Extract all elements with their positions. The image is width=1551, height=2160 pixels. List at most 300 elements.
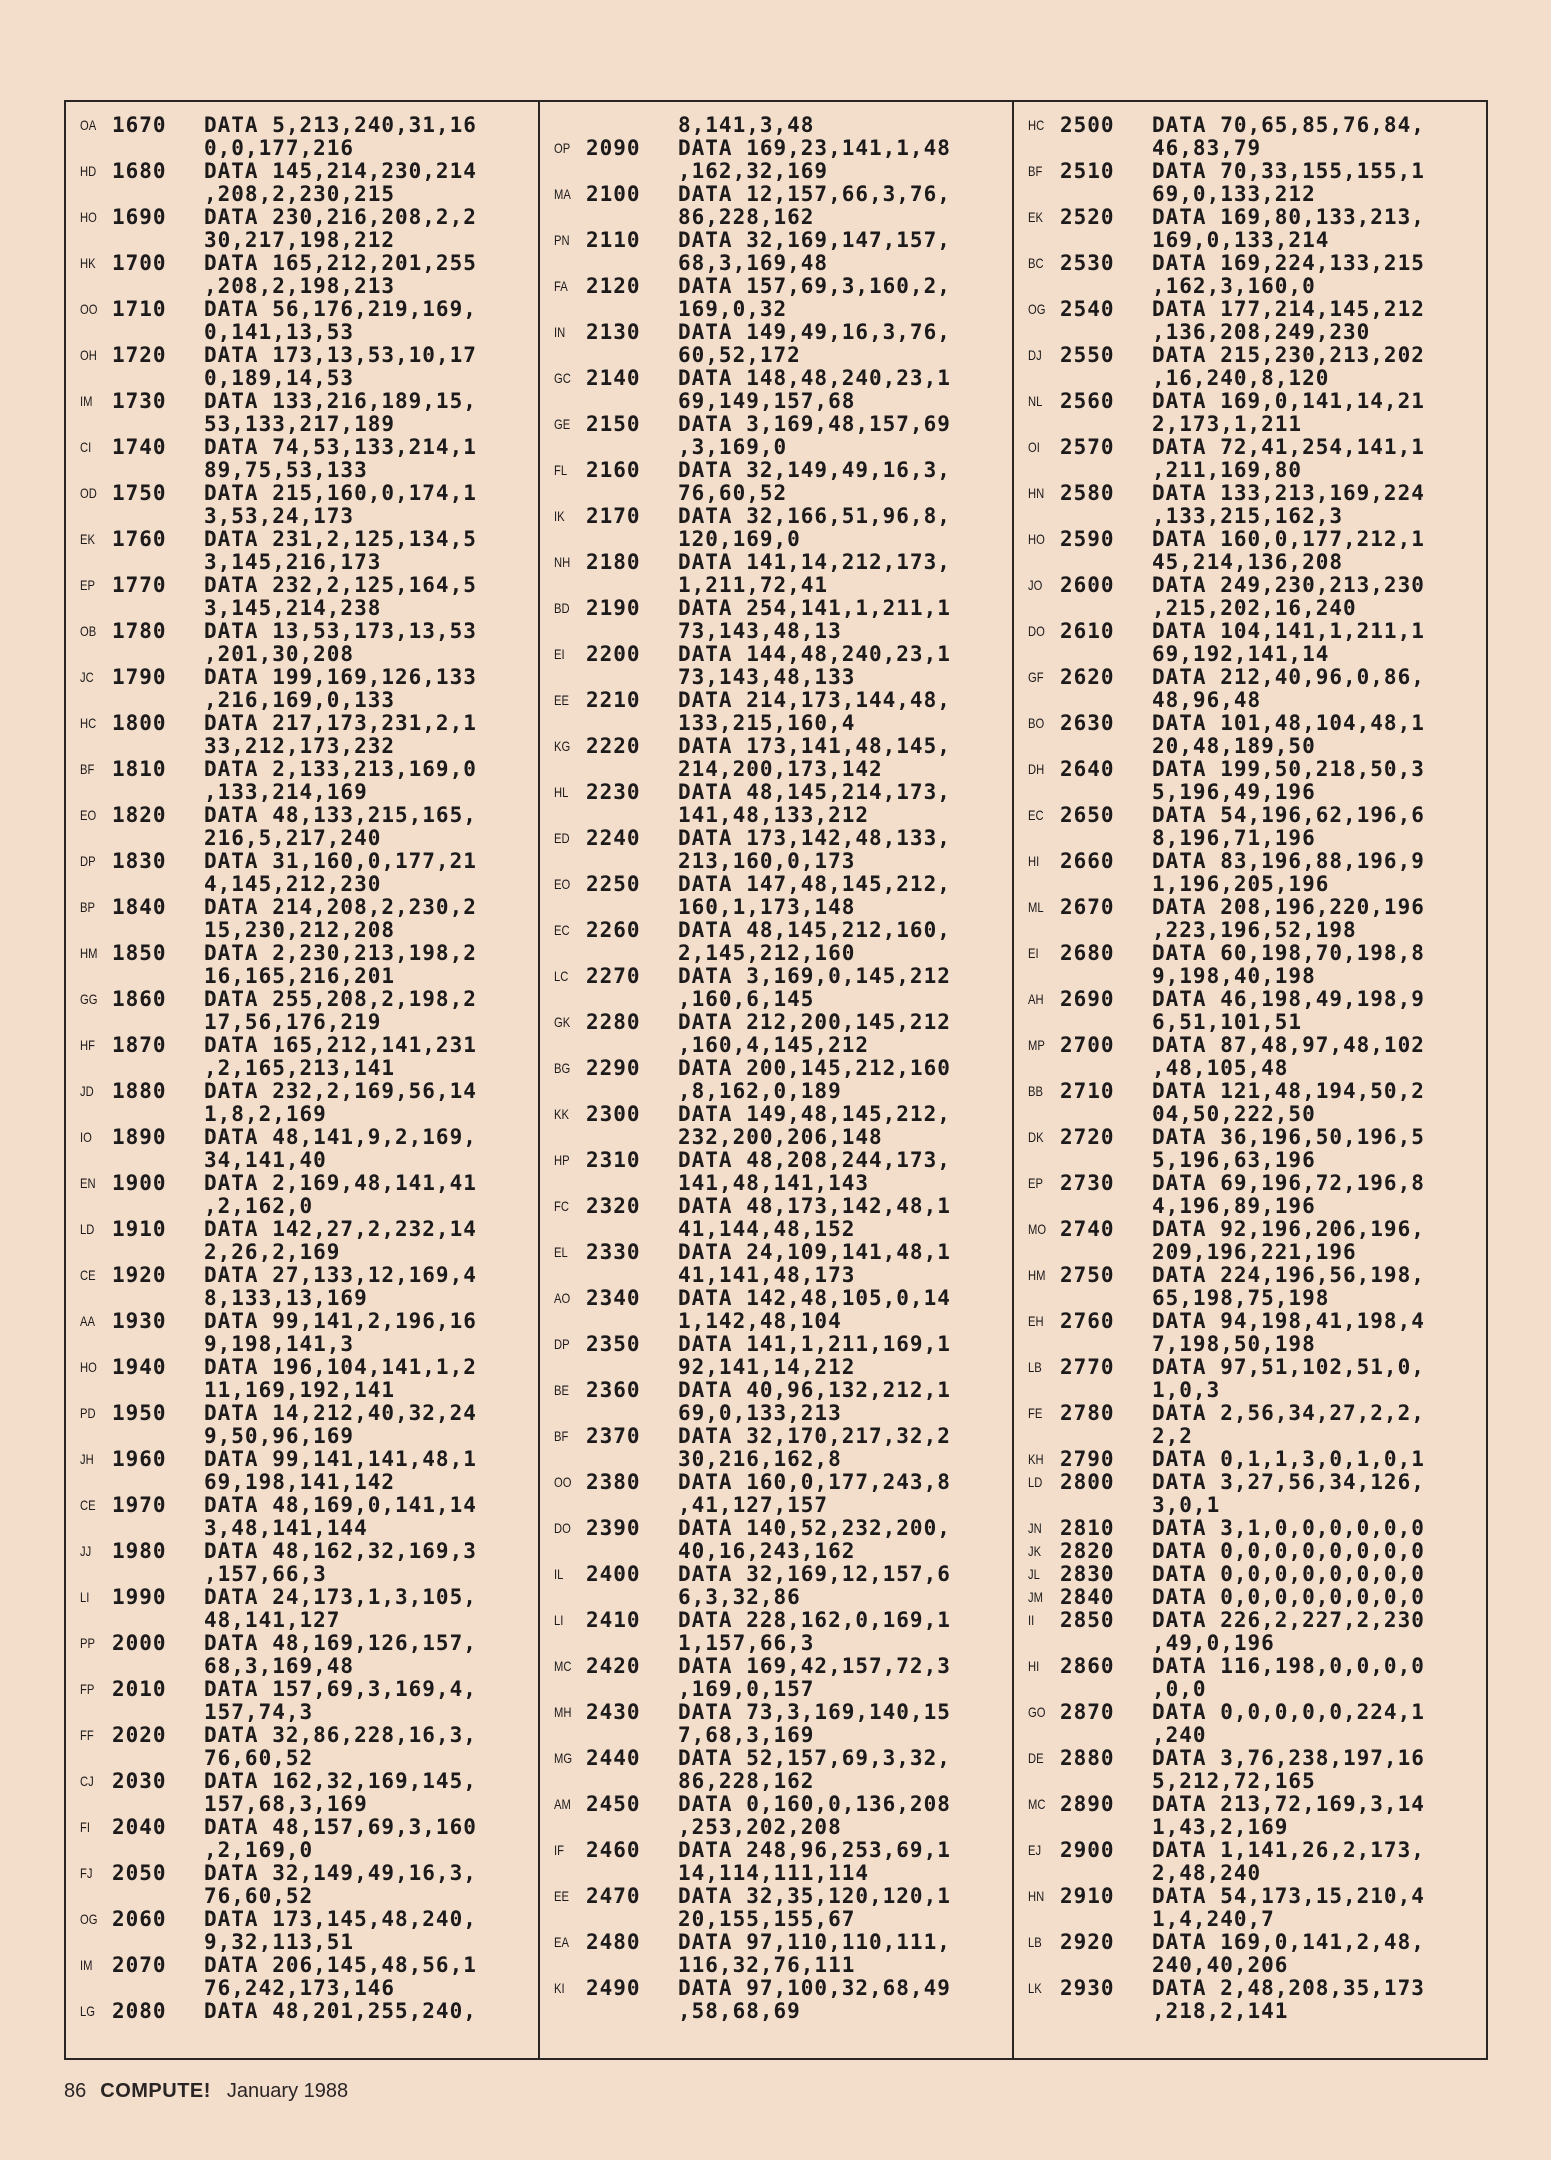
listing-line	[80, 1770, 530, 1816]
line-number: 2370	[586, 1424, 641, 1448]
data-statement: DATA 87,48,97,48,102 ,48,105,48	[1152, 1033, 1425, 1080]
line-number: 2220	[586, 734, 641, 758]
data-statement: DATA 32,149,49,16,3, 76,60,52	[678, 458, 951, 505]
checksum-code: HI	[1028, 1658, 1040, 1674]
checksum-code: EP	[1028, 1175, 1043, 1191]
data-statement: DATA 69,196,72,196,8 4,196,89,196	[1152, 1171, 1425, 1218]
checksum-code: LB	[1028, 1359, 1042, 1375]
line-number: 2140	[586, 366, 641, 390]
data-statement: DATA 149,49,16,3,76, 60,52,172	[678, 320, 951, 367]
checksum-code: LD	[1028, 1474, 1043, 1490]
listing-line	[80, 1586, 530, 1632]
data-statement: DATA 228,162,0,169,1 1,157,66,3	[678, 1608, 951, 1655]
checksum-code: MP	[1028, 1037, 1045, 1053]
line-number: 2250	[586, 872, 641, 896]
listing-line	[554, 965, 1004, 1011]
data-statement: DATA 226,2,227,2,230 ,49,0,196	[1152, 1608, 1425, 1655]
checksum-code: DE	[1028, 1750, 1044, 1766]
data-statement: DATA 232,2,125,164,5 3,145,214,238	[204, 573, 477, 620]
checksum-code: JC	[80, 669, 94, 685]
listing-line	[554, 1931, 1004, 1977]
checksum-code: OG	[1028, 301, 1046, 317]
data-statement: DATA 162,32,169,145, 157,68,3,169	[204, 1769, 477, 1816]
line-number: 2560	[1060, 389, 1115, 413]
line-number: 2470	[586, 1884, 641, 1908]
checksum-code: FL	[554, 462, 568, 478]
listing-line	[80, 1172, 530, 1218]
line-number: 2180	[586, 550, 641, 574]
line-number: 2300	[586, 1102, 641, 1126]
line-number: 2420	[586, 1654, 641, 1678]
listing-line	[80, 344, 530, 390]
listing-line	[554, 919, 1004, 965]
line-number: 2400	[586, 1562, 641, 1586]
line-number: 2830	[1060, 1562, 1115, 1586]
checksum-code: FJ	[80, 1865, 93, 1881]
data-statement: DATA 140,52,232,200, 40,16,243,162	[678, 1516, 951, 1563]
data-statement: DATA 48,201,255,240,	[204, 1999, 477, 2023]
data-statement: DATA 169,42,157,72,3 ,169,0,157	[678, 1654, 951, 1701]
checksum-code: JK	[1028, 1543, 1042, 1559]
checksum-code: IM	[80, 1957, 93, 1973]
data-statement: DATA 70,65,85,76,84, 46,83,79	[1152, 113, 1425, 160]
line-number: 2360	[586, 1378, 641, 1402]
checksum-code: FP	[80, 1681, 95, 1697]
line-number: 2740	[1060, 1217, 1115, 1241]
line-number: 2030	[112, 1769, 167, 1793]
line-number: 2800	[1060, 1470, 1115, 1494]
line-number: 2330	[586, 1240, 641, 1264]
data-statement: DATA 232,2,169,56,14 1,8,2,169	[204, 1079, 477, 1126]
listing-line	[1028, 1034, 1478, 1080]
data-statement: DATA 3,76,238,197,16 5,212,72,165	[1152, 1746, 1425, 1793]
line-number: 2590	[1060, 527, 1115, 551]
checksum-code: II	[1028, 1612, 1035, 1628]
data-statement: DATA 141,1,211,169,1 92,141,14,212	[678, 1332, 951, 1379]
data-statement: DATA 148,48,240,23,1 69,149,157,68	[678, 366, 951, 413]
data-statement: DATA 2,169,48,141,41 ,2,162,0	[204, 1171, 477, 1218]
listing-line	[80, 1448, 530, 1494]
line-number: 1900	[112, 1171, 167, 1195]
checksum-code: OI	[1028, 439, 1040, 455]
data-statement: DATA 248,96,253,69,1 14,114,111,114	[678, 1838, 951, 1885]
line-number: 2690	[1060, 987, 1115, 1011]
line-number: 2640	[1060, 757, 1115, 781]
listing-line	[80, 574, 530, 620]
listing-line	[1028, 1609, 1478, 1655]
listing-line	[1028, 896, 1478, 942]
data-statement: DATA 214,208,2,230,2 15,230,212,208	[204, 895, 477, 942]
listing-line	[1028, 1264, 1478, 1310]
data-statement: DATA 165,212,201,255 ,208,2,198,213	[204, 251, 477, 298]
listing-column-2	[538, 102, 1012, 2058]
line-number: 2390	[586, 1516, 641, 1540]
listing-line	[80, 1356, 530, 1402]
data-statement: DATA 217,173,231,2,1 33,212,173,232	[204, 711, 477, 758]
line-number: 2520	[1060, 205, 1115, 229]
listing-line	[554, 1471, 1004, 1517]
line-number: 2570	[1060, 435, 1115, 459]
checksum-code: IL	[554, 1566, 564, 1582]
data-statement: DATA 173,141,48,145, 214,200,173,142	[678, 734, 951, 781]
data-statement: DATA 199,169,126,133 ,216,169,0,133	[204, 665, 477, 712]
listing-line	[1028, 804, 1478, 850]
data-statement: DATA 169,224,133,215 ,162,3,160,0	[1152, 251, 1425, 298]
listing-line	[1028, 206, 1478, 252]
data-statement: DATA 116,198,0,0,0,0 ,0,0	[1152, 1654, 1425, 1701]
data-statement: DATA 32,166,51,96,8, 120,169,0	[678, 504, 951, 551]
checksum-code: MG	[554, 1750, 573, 1766]
checksum-code: GE	[554, 416, 571, 432]
checksum-code: GG	[80, 991, 98, 1007]
checksum-code: FF	[80, 1727, 94, 1743]
listing-line	[554, 735, 1004, 781]
checksum-code: CI	[80, 439, 92, 455]
line-number: 1810	[112, 757, 167, 781]
issue-date: January 1988	[226, 2080, 349, 2102]
data-statement: DATA 48,162,32,169,3 ,157,66,3	[204, 1539, 477, 1586]
line-number: 1800	[112, 711, 167, 735]
line-number: 1940	[112, 1355, 167, 1379]
data-statement: DATA 196,104,141,1,2 11,169,192,141	[204, 1355, 477, 1402]
listing-line	[554, 1103, 1004, 1149]
data-statement: DATA 32,86,228,16,3, 76,60,52	[204, 1723, 477, 1770]
line-number: 2910	[1060, 1884, 1115, 1908]
checksum-code: BO	[1028, 715, 1045, 731]
checksum-code: LK	[1028, 1980, 1042, 1996]
checksum-code: EO	[80, 807, 97, 823]
checksum-code: BF	[80, 761, 95, 777]
checksum-code: FC	[554, 1198, 569, 1214]
checksum-code: EC	[1028, 807, 1044, 823]
checksum-code: KI	[554, 1980, 565, 1996]
checksum-code: OD	[80, 485, 97, 501]
listing-line	[1028, 252, 1478, 298]
line-number: 1850	[112, 941, 167, 965]
listing-line	[80, 1908, 530, 1954]
line-number: 2410	[586, 1608, 641, 1632]
checksum-code: EJ	[1028, 1842, 1042, 1858]
line-number: 1930	[112, 1309, 167, 1333]
listing-line	[1028, 1448, 1478, 1471]
data-statement: DATA 157,69,3,169,4, 157,74,3	[204, 1677, 477, 1724]
checksum-code: EI	[1028, 945, 1039, 961]
data-statement: DATA 160,0,177,212,1 45,214,136,208	[1152, 527, 1425, 574]
listing-line	[80, 850, 530, 896]
data-statement: DATA 46,198,49,198,9 6,51,101,51	[1152, 987, 1425, 1034]
line-number: 2050	[112, 1861, 167, 1885]
line-number: 2550	[1060, 343, 1115, 367]
listing-line	[80, 528, 530, 574]
listing-line	[80, 1724, 530, 1770]
line-number: 2340	[586, 1286, 641, 1310]
line-number: 2200	[586, 642, 641, 666]
line-number: 2090	[586, 136, 641, 160]
data-statement: DATA 212,40,96,0,86, 48,96,48	[1152, 665, 1425, 712]
listing-line	[554, 137, 1004, 183]
data-statement: DATA 249,230,213,230 ,215,202,16,240	[1152, 573, 1425, 620]
data-statement: DATA 36,196,50,196,5 5,196,63,196	[1152, 1125, 1425, 1172]
checksum-code: BD	[554, 600, 570, 616]
listing-line	[1028, 1218, 1478, 1264]
data-statement: DATA 208,196,220,196 ,223,196,52,198	[1152, 895, 1425, 942]
checksum-code: EE	[554, 692, 569, 708]
page-footer	[64, 2080, 348, 2103]
checksum-code: OB	[80, 623, 97, 639]
data-statement: 8,141,3,48	[678, 113, 815, 137]
data-statement: DATA 169,0,141,14,21 2,173,1,211	[1152, 389, 1425, 436]
checksum-code: BE	[554, 1382, 569, 1398]
checksum-code: DP	[80, 853, 96, 869]
listing-line	[1028, 620, 1478, 666]
checksum-code: EO	[554, 876, 571, 892]
data-statement: DATA 94,198,41,198,4 7,198,50,198	[1152, 1309, 1425, 1356]
line-number: 2820	[1060, 1539, 1115, 1563]
data-statement: DATA 70,33,155,155,1 69,0,133,212	[1152, 159, 1425, 206]
line-number: 2000	[112, 1631, 167, 1655]
line-number: 1970	[112, 1493, 167, 1517]
listing-line	[80, 1678, 530, 1724]
data-statement: DATA 5,213,240,31,16 0,0,177,216	[204, 113, 477, 160]
checksum-code: OO	[554, 1474, 572, 1490]
line-number: 2450	[586, 1792, 641, 1816]
listing-line	[1028, 1931, 1478, 1977]
line-number: 2070	[112, 1953, 167, 1977]
data-statement: DATA 3,169,48,157,69 ,3,169,0	[678, 412, 951, 459]
listing-line	[554, 827, 1004, 873]
data-statement: DATA 224,196,56,198, 65,198,75,198	[1152, 1263, 1425, 1310]
data-statement: DATA 214,173,144,48, 133,215,160,4	[678, 688, 951, 735]
checksum-code: BB	[1028, 1083, 1043, 1099]
checksum-code: PN	[554, 232, 570, 248]
listing-line	[1028, 1402, 1478, 1448]
checksum-code: OH	[80, 347, 97, 363]
listing-line	[80, 1034, 530, 1080]
listing-line	[1028, 1080, 1478, 1126]
checksum-code: OA	[80, 117, 97, 133]
line-number: 2930	[1060, 1976, 1115, 2000]
line-number: 2500	[1060, 113, 1115, 137]
data-statement: DATA 97,110,110,111, 116,32,76,111	[678, 1930, 951, 1977]
checksum-code: BF	[554, 1428, 569, 1444]
listing-line	[1028, 114, 1478, 160]
checksum-code: EA	[554, 1934, 569, 1950]
listing-line	[554, 1195, 1004, 1241]
checksum-code: HK	[80, 255, 96, 271]
data-statement: DATA 173,142,48,133, 213,160,0,173	[678, 826, 951, 873]
line-number: 2280	[586, 1010, 641, 1034]
checksum-code: CE	[80, 1497, 96, 1513]
listing-line	[80, 390, 530, 436]
listing-line	[554, 1057, 1004, 1103]
checksum-code: KH	[1028, 1451, 1044, 1467]
listing-line	[1028, 850, 1478, 896]
checksum-code: JO	[1028, 577, 1043, 593]
listing-line	[80, 1632, 530, 1678]
line-number: 2880	[1060, 1746, 1115, 1770]
line-number: 1920	[112, 1263, 167, 1287]
checksum-code: DP	[554, 1336, 570, 1352]
listing-line	[554, 1609, 1004, 1655]
data-statement: DATA 32,170,217,32,2 30,216,162,8	[678, 1424, 951, 1471]
checksum-code: EI	[554, 646, 565, 662]
line-number: 1870	[112, 1033, 167, 1057]
line-number: 2230	[586, 780, 641, 804]
line-number: 2580	[1060, 481, 1115, 505]
checksum-code: PP	[80, 1635, 95, 1651]
checksum-code: IO	[80, 1129, 92, 1145]
listing-line	[80, 1954, 530, 2000]
listing-line	[80, 1494, 530, 1540]
listing-line	[80, 2000, 530, 2023]
listing-line	[1028, 1172, 1478, 1218]
data-statement: DATA 213,72,169,3,14 1,43,2,169	[1152, 1792, 1425, 1839]
listing-line	[554, 1885, 1004, 1931]
listing-line	[1028, 1471, 1478, 1517]
listing-line	[554, 1241, 1004, 1287]
line-number: 2650	[1060, 803, 1115, 827]
line-number: 2860	[1060, 1654, 1115, 1678]
data-statement: DATA 97,100,32,68,49 ,58,68,69	[678, 1976, 951, 2023]
line-number: 2770	[1060, 1355, 1115, 1379]
line-number: 1820	[112, 803, 167, 827]
checksum-code: HM	[1028, 1267, 1046, 1283]
line-number: 1830	[112, 849, 167, 873]
listing-line	[1028, 758, 1478, 804]
line-number: 2240	[586, 826, 641, 850]
checksum-code: HO	[1028, 531, 1045, 547]
data-statement: DATA 32,169,147,157, 68,3,169,48	[678, 228, 951, 275]
data-statement: DATA 0,1,1,3,0,1,0,1	[1152, 1447, 1425, 1471]
data-statement: DATA 173,13,53,10,17 0,189,14,53	[204, 343, 477, 390]
listing-line	[1028, 1885, 1478, 1931]
listing-line	[80, 482, 530, 528]
listing-line	[554, 459, 1004, 505]
checksum-code: HL	[554, 784, 569, 800]
data-statement: DATA 48,133,215,165, 216,5,217,240	[204, 803, 477, 850]
listing-line	[554, 321, 1004, 367]
line-number: 1860	[112, 987, 167, 1011]
line-number: 2210	[586, 688, 641, 712]
data-statement: DATA 0,0,0,0,0,224,1 ,240	[1152, 1700, 1425, 1747]
line-number: 2540	[1060, 297, 1115, 321]
data-statement: DATA 255,208,2,198,2 17,56,176,219	[204, 987, 477, 1034]
line-number: 1750	[112, 481, 167, 505]
line-number: 2260	[586, 918, 641, 942]
line-number: 2510	[1060, 159, 1115, 183]
listing-line	[554, 1517, 1004, 1563]
line-number: 2130	[586, 320, 641, 344]
data-statement: DATA 24,109,141,48,1 41,141,48,173	[678, 1240, 951, 1287]
line-number: 2850	[1060, 1608, 1115, 1632]
line-number: 1890	[112, 1125, 167, 1149]
listing-line	[80, 1264, 530, 1310]
line-number: 2010	[112, 1677, 167, 1701]
listing-line	[80, 758, 530, 804]
listing-line	[554, 1287, 1004, 1333]
data-statement: DATA 133,216,189,15, 53,133,217,189	[204, 389, 477, 436]
listing-line	[554, 1977, 1004, 2023]
data-statement: DATA 99,141,2,196,16 9,198,141,3	[204, 1309, 477, 1356]
data-statement: DATA 3,27,56,34,126, 3,0,1	[1152, 1470, 1425, 1517]
checksum-code: FE	[1028, 1405, 1043, 1421]
listing-line	[80, 436, 530, 482]
data-statement: DATA 165,212,141,231 ,2,165,213,141	[204, 1033, 477, 1080]
line-number: 2920	[1060, 1930, 1115, 1954]
page-number: 86	[64, 2080, 87, 2102]
listing-line	[1028, 298, 1478, 344]
listing-line	[80, 620, 530, 666]
listing-line	[554, 1701, 1004, 1747]
line-number: 1910	[112, 1217, 167, 1241]
listing-line	[80, 298, 530, 344]
data-statement: DATA 141,14,212,173, 1,211,72,41	[678, 550, 951, 597]
listing-line	[1028, 1310, 1478, 1356]
checksum-code: DJ	[1028, 347, 1042, 363]
data-statement: DATA 169,0,141,2,48, 240,40,206	[1152, 1930, 1425, 1977]
data-statement: DATA 230,216,208,2,2 30,217,198,212	[204, 205, 477, 252]
checksum-code: IM	[80, 393, 93, 409]
checksum-code: CJ	[80, 1773, 94, 1789]
listing-line	[1028, 344, 1478, 390]
listing-line	[1028, 1655, 1478, 1701]
listing-line	[1028, 1977, 1478, 2023]
checksum-code: AO	[554, 1290, 571, 1306]
data-statement: DATA 121,48,194,50,2 04,50,222,50	[1152, 1079, 1425, 1126]
checksum-code: ML	[1028, 899, 1044, 915]
listing-line	[80, 206, 530, 252]
checksum-code: OP	[554, 140, 571, 156]
listing-line	[80, 1080, 530, 1126]
data-statement: DATA 104,141,1,211,1 69,192,141,14	[1152, 619, 1425, 666]
checksum-code: HD	[80, 163, 97, 179]
data-statement: DATA 0,0,0,0,0,0,0,0	[1152, 1539, 1425, 1563]
data-statement: DATA 142,48,105,0,14 1,142,48,104	[678, 1286, 951, 1333]
listing-line	[1028, 712, 1478, 758]
checksum-code: EK	[1028, 209, 1043, 225]
listing-line	[554, 643, 1004, 689]
checksum-code: BF	[1028, 163, 1043, 179]
listing-line	[1028, 482, 1478, 528]
line-number: 2040	[112, 1815, 167, 1839]
data-statement: DATA 169,23,141,1,48 ,162,32,169	[678, 136, 951, 183]
data-statement: DATA 54,173,15,210,4 1,4,240,7	[1152, 1884, 1425, 1931]
data-statement: DATA 48,173,142,48,1 41,144,48,152	[678, 1194, 951, 1241]
data-statement: DATA 24,173,1,3,105, 48,141,127	[204, 1585, 477, 1632]
checksum-code: EL	[554, 1244, 568, 1260]
data-statement: DATA 0,160,0,136,208 ,253,202,208	[678, 1792, 951, 1839]
line-number: 2630	[1060, 711, 1115, 735]
line-number: 1980	[112, 1539, 167, 1563]
listing-line	[554, 367, 1004, 413]
listing-line	[554, 597, 1004, 643]
data-statement: DATA 14,212,40,32,24 9,50,96,169	[204, 1401, 477, 1448]
checksum-code: JD	[80, 1083, 94, 1099]
checksum-code: AA	[80, 1313, 95, 1329]
data-statement: DATA 60,198,70,198,8 9,198,40,198	[1152, 941, 1425, 988]
listing-line	[1028, 1586, 1478, 1609]
data-statement: DATA 215,230,213,202 ,16,240,8,120	[1152, 343, 1425, 390]
listing-line	[1028, 1540, 1478, 1563]
line-number: 2430	[586, 1700, 641, 1724]
checksum-code: HO	[80, 1359, 97, 1375]
data-statement: DATA 97,51,102,51,0, 1,0,3	[1152, 1355, 1425, 1402]
line-number: 1680	[112, 159, 167, 183]
line-number: 2710	[1060, 1079, 1115, 1103]
checksum-code: HN	[1028, 1888, 1045, 1904]
checksum-code: AH	[1028, 991, 1044, 1007]
line-number: 2620	[1060, 665, 1115, 689]
